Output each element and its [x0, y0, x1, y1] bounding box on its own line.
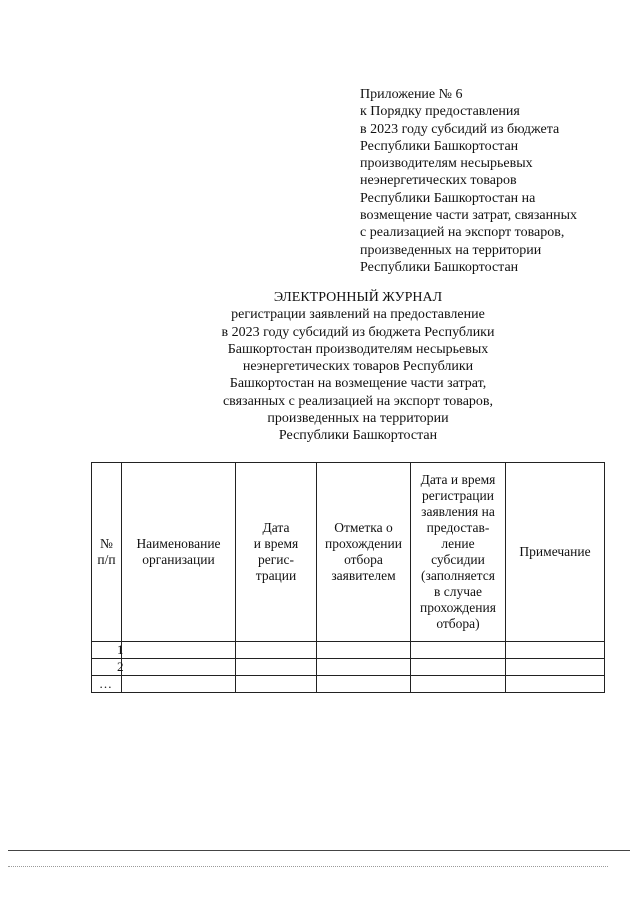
journal-title-line: произведенных на территории — [267, 411, 449, 427]
table-cell — [506, 659, 605, 676]
table-row — [92, 642, 605, 659]
journal-title-line: Башкортостан на возмещение части затрат, — [229, 376, 487, 392]
journal-title-line: связанных с реализацией на экспорт товаров, — [222, 393, 494, 409]
journal-title-line: в 2023 году субсидий из бюджета Республики — [221, 324, 495, 340]
footer-scan-line — [8, 866, 608, 867]
registration-journal-table — [91, 462, 605, 693]
appendix-block — [360, 86, 630, 276]
appendix-line: Республики Башкортостан — [360, 259, 519, 275]
table-cell — [122, 676, 236, 693]
header-selection-mark: Отметка о прохождении отбора заявителем — [317, 463, 411, 642]
table-cell — [317, 642, 411, 659]
appendix-line: к Порядку предоставления — [360, 104, 520, 120]
journal-title-block — [150, 289, 566, 445]
appendix-line: производителям несырьевых — [360, 156, 533, 172]
table-cell — [236, 642, 317, 659]
appendix-line: Приложение № 6 — [360, 87, 463, 102]
table-cell — [506, 676, 605, 693]
table-cell — [411, 642, 506, 659]
journal-title-line: Республики Башкортостан — [278, 428, 438, 444]
table-cell — [411, 676, 506, 693]
table-cell — [122, 642, 236, 659]
appendix-line: Республики Башкортостан на — [360, 190, 536, 206]
appendix-line: неэнергетических товаров — [360, 173, 517, 189]
header-note: Примечание — [506, 463, 605, 642]
table-cell — [236, 659, 317, 676]
header-number: № п/п — [92, 463, 122, 642]
appendix-line: в 2023 году субсидий из бюджета — [360, 121, 560, 137]
journal-title-line: регистрации заявлений на предоставление — [231, 307, 485, 323]
appendix-line: произведенных на территории — [360, 242, 542, 258]
table-header-row — [92, 463, 605, 642]
row-number: 2 — [92, 659, 122, 676]
header-registration-datetime: Дата и время регис- трации — [236, 463, 317, 642]
table-row — [92, 676, 605, 693]
table-cell — [236, 676, 317, 693]
table-cell — [411, 659, 506, 676]
journal-heading: ЭЛЕКТРОННЫЙ ЖУРНАЛ — [273, 290, 443, 305]
table-cell — [317, 659, 411, 676]
appendix-line: с реализацией на экспорт товаров, — [360, 225, 565, 241]
header-application-datetime: Дата и время регистрации заявления на предостав- ление субсидии (заполняется в случае прохождения отбора) — [411, 463, 506, 642]
appendix-line: возмещение части затрат, связанных — [360, 208, 577, 224]
journal-title-line: Башкортостан производителям несырьевых — [227, 341, 489, 357]
row-number: … — [92, 676, 122, 693]
footer-divider — [8, 850, 630, 851]
appendix-line: Республики Башкортостан — [360, 138, 519, 154]
journal-title-line: неэнергетических товаров Республики — [242, 359, 474, 375]
row-number: 1 — [92, 642, 122, 659]
table-cell — [122, 659, 236, 676]
table-cell — [317, 676, 411, 693]
table-cell — [506, 642, 605, 659]
table-row — [92, 659, 605, 676]
header-organization-name: Наименование организации — [122, 463, 236, 642]
